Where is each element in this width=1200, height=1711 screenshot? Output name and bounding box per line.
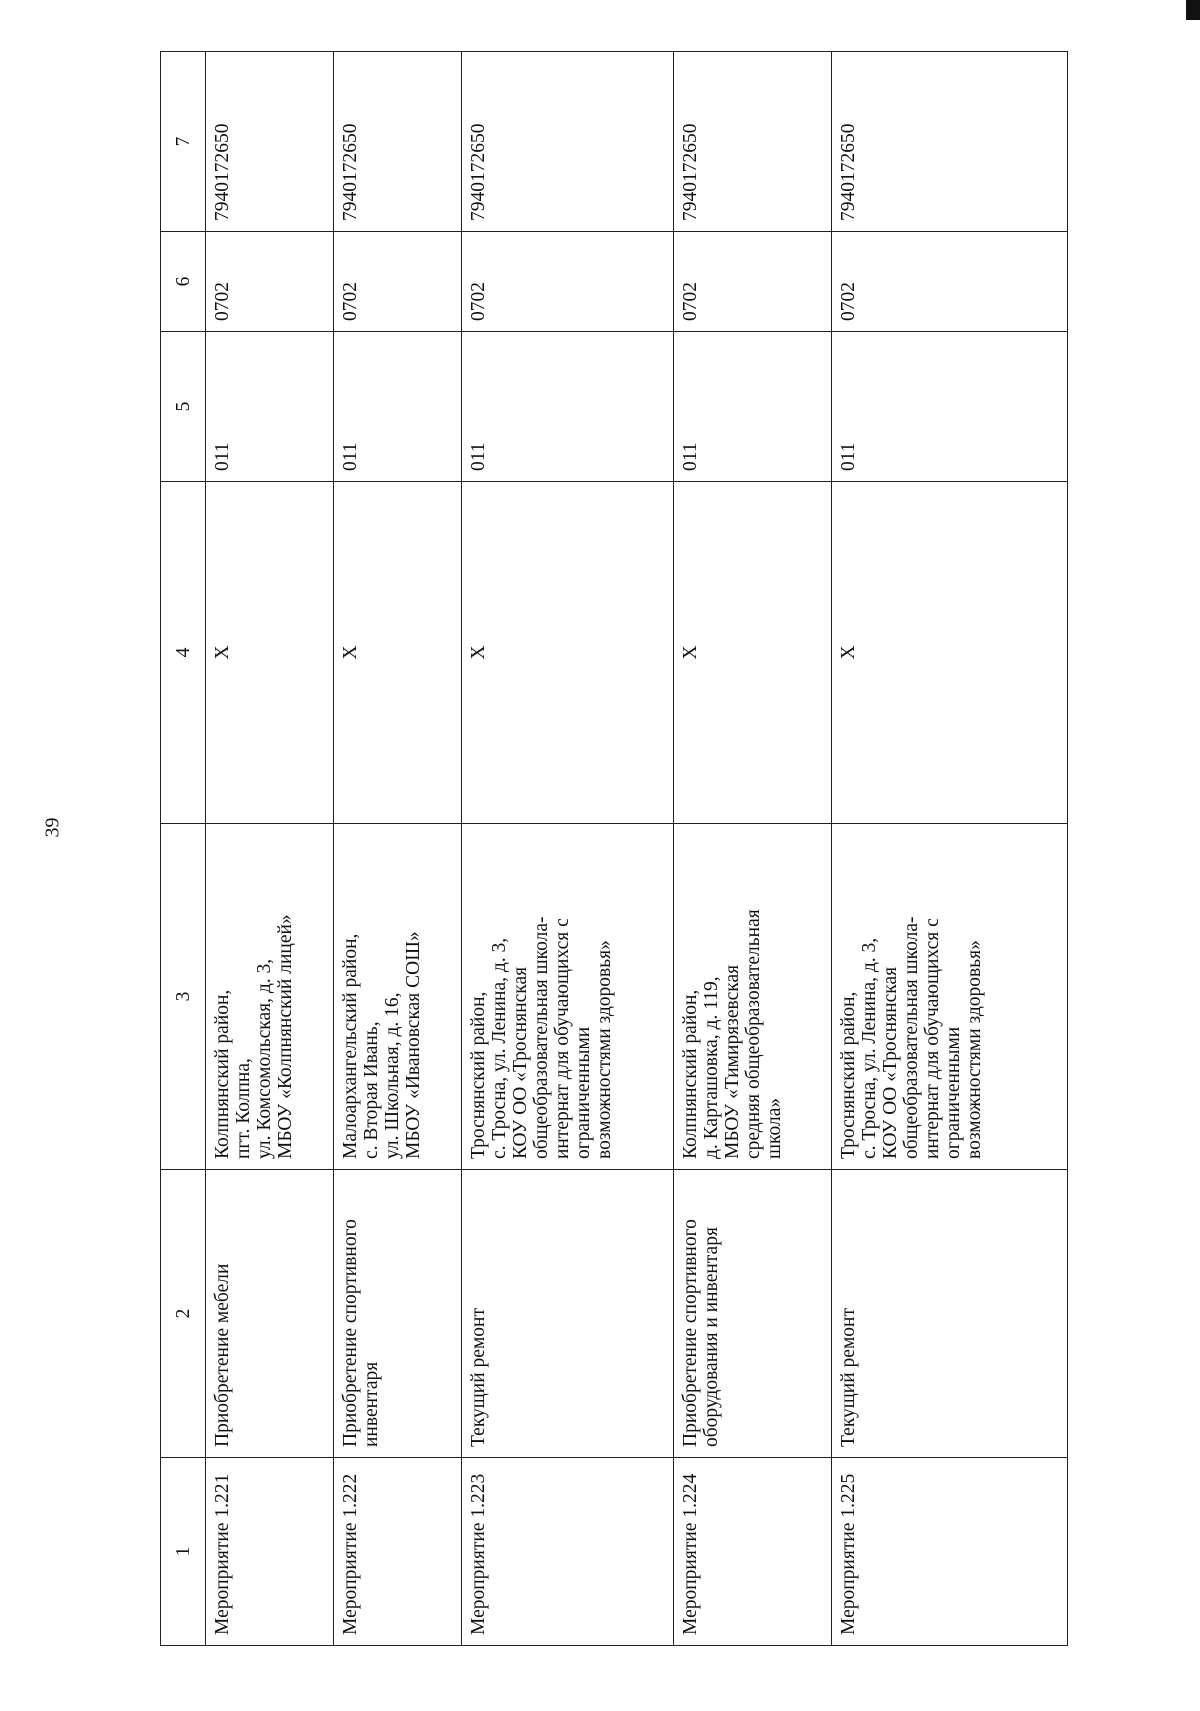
address-line: МБОУ «Тимирязевская	[722, 964, 743, 1159]
address-line: Малоархангельский район,	[340, 933, 361, 1159]
table-row	[334, 52, 462, 1646]
address-line: с. Тросна, ул. Ленина, д. 3,	[489, 937, 510, 1159]
address-line: МБОУ «Колпнянский лицей»	[275, 914, 296, 1159]
description-cell: Приобретение спортивного инвентаря	[334, 1170, 462, 1458]
table-row	[832, 52, 1068, 1646]
rotated-table-container	[160, 52, 1066, 1646]
address-line: д. Карташовка, д. 119,	[701, 976, 722, 1159]
address-line: возможностями здоровья»	[594, 940, 615, 1159]
col5-cell: 0702	[462, 232, 674, 332]
col5-cell: 0702	[206, 232, 334, 332]
column-header: 1	[161, 1458, 206, 1646]
address-line: общеобразовательная школа-	[901, 916, 922, 1159]
col5-cell: 0702	[334, 232, 462, 332]
address-line: МБОУ «Ивановская СОШ»	[403, 931, 424, 1159]
address-line: ограниченными	[573, 1026, 594, 1159]
col4-cell: 011	[462, 332, 674, 482]
table-header-row	[161, 52, 206, 1646]
event-cell: Мероприятие 1.222	[334, 1458, 462, 1646]
event-cell: Мероприятие 1.223	[462, 1458, 674, 1646]
column-header: 7	[161, 52, 206, 232]
col5-cell: 0702	[674, 232, 832, 332]
column-header: 5	[161, 332, 206, 482]
address-line: средняя общеобразовательная	[743, 909, 764, 1159]
col3-cell: X	[206, 482, 334, 824]
address-line: возможностями здоровья»	[964, 940, 985, 1159]
column-header: 2	[161, 1170, 206, 1458]
description-cell: Текущий ремонт	[832, 1170, 1068, 1458]
address-line: КОУ ОО «Троснянская	[510, 966, 531, 1159]
event-cell: Мероприятие 1.221	[206, 1458, 334, 1646]
col4-cell: 011	[206, 332, 334, 482]
address-line: ул. Школьная, д. 16,	[382, 992, 403, 1159]
address-line: школа»	[764, 1097, 785, 1159]
address-cell	[206, 824, 334, 1170]
event-cell: Мероприятие 1.225	[832, 1458, 1068, 1646]
page-number: 39	[41, 817, 64, 837]
address-line: пгт. Колпна,	[233, 1058, 254, 1159]
column-header: 6	[161, 232, 206, 332]
scan-edge-mark	[1186, 0, 1200, 20]
col4-cell: 011	[334, 332, 462, 482]
address-cell	[832, 824, 1068, 1170]
address-line: общеобразовательная школа-	[531, 916, 552, 1159]
column-header: 3	[161, 824, 206, 1170]
column-header: 4	[161, 482, 206, 824]
address-line: с. Вторая Ивань,	[361, 1021, 382, 1159]
col3-cell: X	[462, 482, 674, 824]
address-line: интернат для обучающихся с	[922, 918, 943, 1159]
col6-cell: 7940172650	[674, 52, 832, 232]
description-cell: Текущий ремонт	[462, 1170, 674, 1458]
col6-cell: 7940172650	[334, 52, 462, 232]
col6-cell: 7940172650	[462, 52, 674, 232]
col6-cell: 7940172650	[832, 52, 1068, 232]
address-line: интернат для обучающихся с	[552, 918, 573, 1159]
description-cell: Приобретение мебели	[206, 1170, 334, 1458]
col6-cell: 7940172650	[206, 52, 334, 232]
address-line: с. Тросна, ул. Ленина, д. 3,	[859, 937, 880, 1159]
address-line: ограниченными	[943, 1026, 964, 1159]
address-cell	[334, 824, 462, 1170]
address-line: Троснянский район,	[838, 991, 859, 1159]
address-line: Колпнянский район,	[680, 989, 701, 1159]
col4-cell: 011	[832, 332, 1068, 482]
description-cell: Приобретение спортивного оборудования и инвентаря	[674, 1170, 832, 1458]
report-table	[160, 51, 1068, 1646]
table-row	[462, 52, 674, 1646]
address-line: ул. Комсомольская, д. 3,	[254, 958, 275, 1159]
address-cell	[462, 824, 674, 1170]
table-row	[206, 52, 334, 1646]
address-line: Троснянский район,	[468, 991, 489, 1159]
col4-cell: 011	[674, 332, 832, 482]
col3-cell: X	[832, 482, 1068, 824]
col5-cell: 0702	[832, 232, 1068, 332]
table-row	[674, 52, 832, 1646]
col3-cell: X	[674, 482, 832, 824]
address-line: Колпнянский район,	[212, 989, 233, 1159]
address-line: КОУ ОО «Троснянская	[880, 966, 901, 1159]
event-cell: Мероприятие 1.224	[674, 1458, 832, 1646]
address-cell	[674, 824, 832, 1170]
col3-cell: X	[334, 482, 462, 824]
